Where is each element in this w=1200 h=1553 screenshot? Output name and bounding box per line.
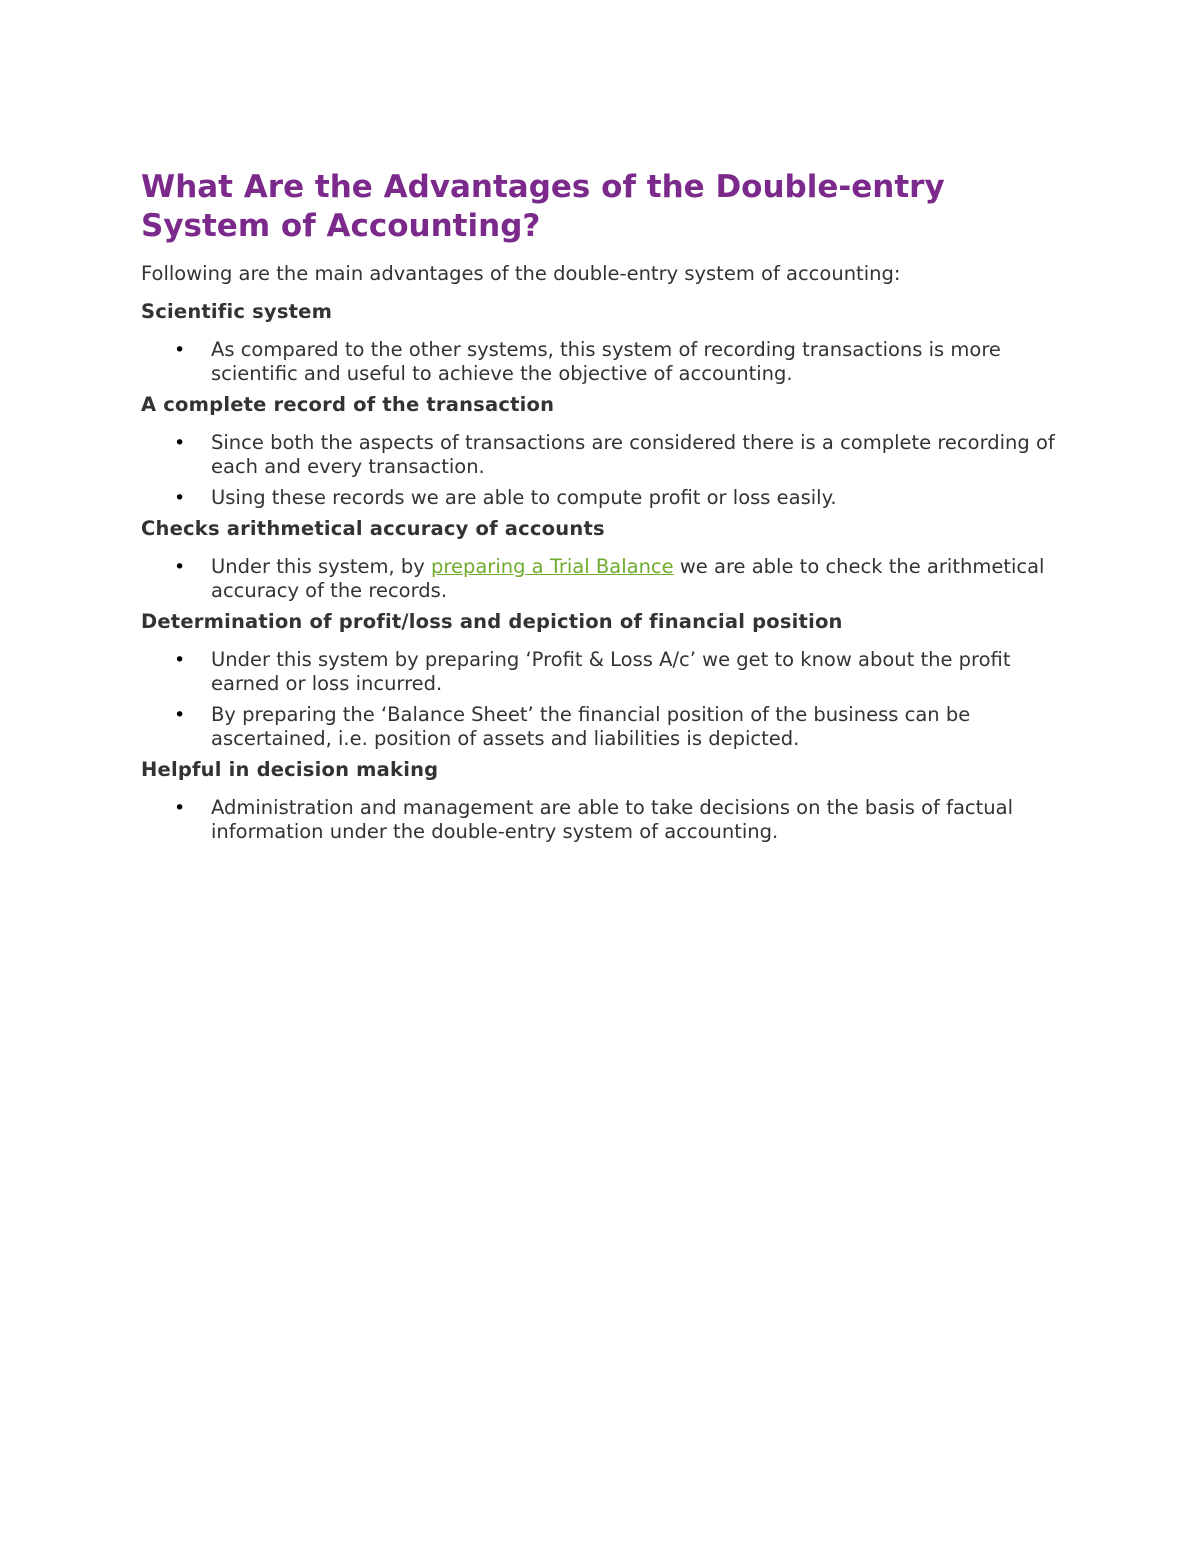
bullet-icon: •	[174, 797, 186, 819]
section-heading: Determination of profit/loss and depiction of financial position	[141, 610, 843, 633]
section-complete-record	[141, 393, 1071, 510]
list-item-text: Administration and management are able to take decisions on the basis of factual information under the double-entry system of accounting.	[211, 796, 1014, 843]
document-page	[141, 168, 1071, 844]
bullet-list	[141, 555, 1071, 603]
bullet-list	[141, 431, 1071, 510]
section-scientific-system	[141, 300, 1071, 386]
list-item	[141, 338, 1071, 386]
bullet-list	[141, 648, 1071, 751]
section-heading: Helpful in decision making	[141, 758, 439, 781]
section-heading: Checks arithmetical accuracy of accounts	[141, 517, 605, 540]
list-item-text: By preparing the ‘Balance Sheet’ the financial position of the business can be ascertained, i.e. position of assets and liabilities is depicted.	[211, 703, 971, 750]
section-decision-making	[141, 758, 1071, 844]
document-title: What Are the Advantages of the Double-entry System of Accounting?	[141, 169, 945, 244]
list-item-text-before: Under this system, by	[211, 555, 432, 578]
section-arithmetical-accuracy	[141, 517, 1071, 603]
bullet-icon: •	[174, 487, 186, 509]
section-heading: A complete record of the transaction	[141, 393, 555, 416]
list-item	[141, 703, 1071, 751]
bullet-icon: •	[174, 432, 186, 454]
list-item	[141, 486, 1071, 510]
intro-paragraph: Following are the main advantages of the double-entry system of accounting:	[141, 262, 901, 285]
section-profit-loss	[141, 610, 1071, 751]
list-item-text: As compared to the other systems, this system of recording transactions is more scientific and useful to achieve the objective of accounting.	[211, 338, 1001, 385]
bullet-icon: •	[174, 649, 186, 671]
list-item-text: Under this system by preparing ‘Profit & Loss A/c’ we get to know about the profit earned or loss incurred.	[211, 648, 1011, 695]
bullet-icon: •	[174, 339, 186, 361]
bullet-list	[141, 338, 1071, 386]
list-item	[141, 431, 1071, 479]
trial-balance-link[interactable]: preparing a Trial Balance	[431, 555, 674, 578]
list-item-text-after: we are able to check the arithmetical accuracy of the records.	[211, 555, 1045, 602]
list-item	[141, 796, 1071, 844]
section-heading: Scientific system	[141, 300, 333, 323]
list-item-text: Using these records we are able to compute profit or loss easily.	[211, 486, 837, 509]
list-item	[141, 648, 1071, 696]
bullet-icon: •	[174, 704, 186, 726]
list-item	[141, 555, 1071, 603]
bullet-list	[141, 796, 1071, 844]
bullet-icon: •	[174, 556, 186, 578]
list-item-text: Since both the aspects of transactions are considered there is a complete recording of each and every transaction.	[211, 431, 1055, 478]
